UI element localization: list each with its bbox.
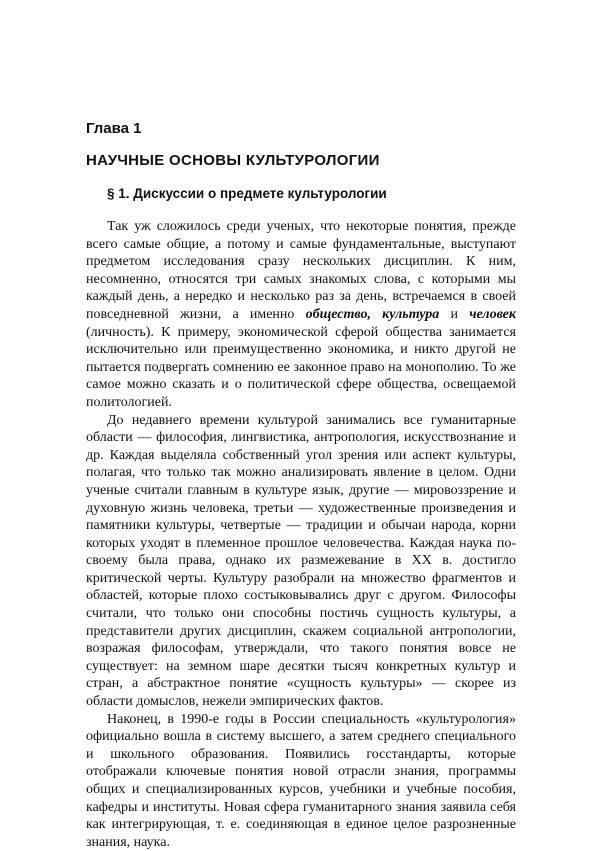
emphasized-term-human: человек [469, 306, 516, 322]
section-title: § 1. Дискуссии о предмете культурологии [107, 186, 387, 201]
emphasized-term-society-culture: общество, культура [305, 306, 440, 322]
paragraph-1-text-before: Так уж сложилось среди ученых, что некоторые понятия, прежде всего самые общие, а потому и самые фундаментальные, выступают предметом исследования сразу нескольких дисциплин. К ним, несомненно, относятся три самых знакомых слова, с которыми мы каждый день, а нередко и несколько раз за день, встречаемся в своей повседневной жизни, а именно [86, 219, 516, 322]
paragraph-1-conjunction: и [439, 306, 470, 322]
paragraph-1 [86, 218, 516, 412]
paragraph-3: Наконец, в 1990-е годы в России специальность «культурология» официально вошла в систему высшего, а затем среднего специального и школьного образования. Появились госстандарты, которые отображали ключевые понятия новой отрасли знания, программы общих и специализированных курсов, учебники и учебные пособия, кафедры и институты. Новая сфера гуманитарного знания заявила себя как интегрирующая, т. е. соединяющая в единое целое разрозненные знания, наука. [86, 711, 516, 850]
chapter-title: НАУЧНЫЕ ОСНОВЫ КУЛЬТУРОЛОГИИ [86, 152, 380, 169]
paragraph-2: До недавнего времени культурой занимались все гуманитарные области — философия, лингвистика, антропология, искусствознание и др. Каждая выделяла собственный угол зрения или аспект культуры, полагая, что только так можно анализировать явление в целом. Одни ученые считали главным в культуре язык, другие — мировоззрение и духовную жизнь человека, третьи — художественные произведения и памятники культуры, четвертые — традиции и обычаи народа, корни которых уходят в племенное прошлое человечества. Каждая наука по-своему была права, однако их размежевание в XX в. достигло критической черты. Культуру разобрали на множество фрагментов и областей, которые плохо состыковывались друг с другом. Философы считали, что только они способны постичь сущность культуры, а представители других дисциплин, скажем социальной антропологии, возражая философам, утверждали, что такого понятия вовсе не существует: на земном шаре десятки тысяч конкретных культур и стран, а абстрактное понятие «сущность культуры» — скорее из области домыслов, нежели эмпирических фактов. [86, 412, 516, 710]
body-text [86, 218, 516, 851]
paragraph-1-text-after: (личность). К примеру, экономической сферой общества занимается исключительно или преимущественно экономика, и никто другой не пытается подвергать сомнению ее законное право на монополию. То же самое можно сказать и о политической сфере общества, освещаемой политологией. [86, 324, 516, 410]
chapter-label: Глава 1 [86, 120, 142, 137]
